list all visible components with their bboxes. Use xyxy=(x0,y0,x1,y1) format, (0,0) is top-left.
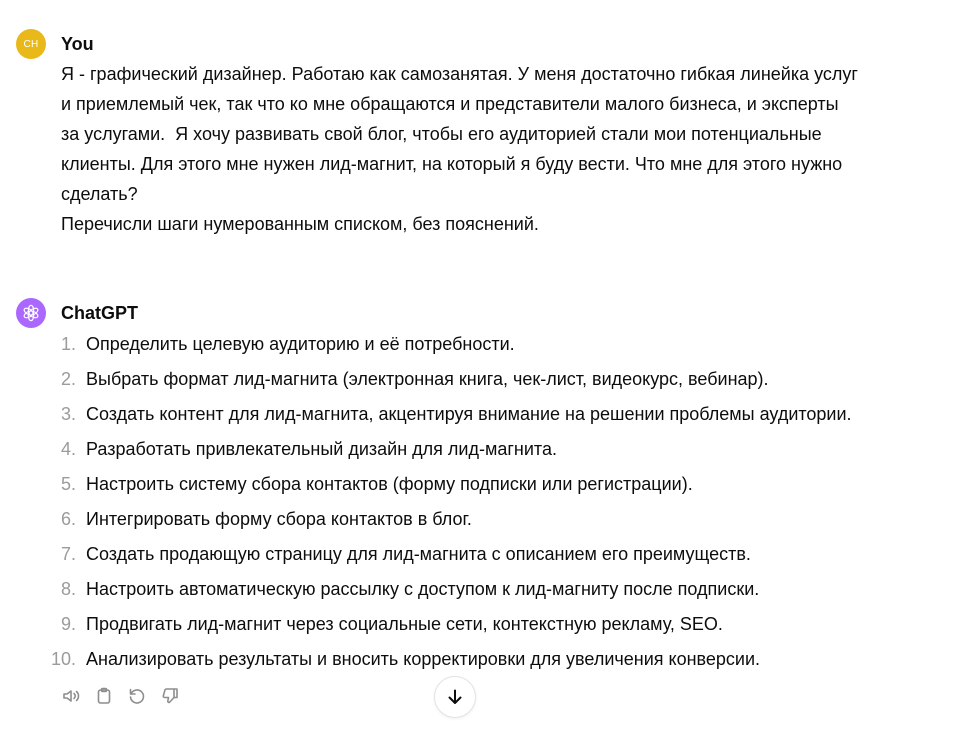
user-message-text xyxy=(61,59,931,239)
list-item xyxy=(46,434,946,469)
assistant-author-name: ChatGPT xyxy=(61,303,139,323)
step-text: Разработать привлекательный дизайн для лид-магнита. xyxy=(86,439,557,459)
user-text-line: клиенты. Для этого мне нужен лид-магнит, на который я буду вести. Что мне для этого нужно xyxy=(61,154,843,174)
user-text-line: Перечисли шаги нумерованным списком, без пояснений. xyxy=(61,214,539,234)
list-item xyxy=(46,609,946,644)
step-number: 6. xyxy=(60,509,76,529)
list-item xyxy=(46,574,946,609)
list-item xyxy=(46,399,946,434)
list-item xyxy=(46,364,946,399)
list-item xyxy=(46,329,946,364)
step-number: 3. xyxy=(60,404,76,424)
assistant-avatar xyxy=(16,298,46,328)
user-avatar-initials: CH xyxy=(23,38,39,50)
step-text: Анализировать результаты и вносить корректировки для увеличения конверсии. xyxy=(86,649,761,669)
step-number: 4. xyxy=(60,439,76,459)
step-text: Создать продающую страницу для лид-магнита с описанием его преимуществ. xyxy=(86,544,751,564)
thumbs-down-button[interactable] xyxy=(159,683,181,709)
arrow-down-icon xyxy=(445,687,465,707)
message-actions xyxy=(60,683,181,709)
steps-list xyxy=(46,329,946,679)
step-text: Настроить систему сбора контактов (форму подписки или регистрации). xyxy=(86,474,693,494)
user-author-name: You xyxy=(61,34,94,54)
step-text: Создать контент для лид-магнита, акцентируя внимание на решении проблемы аудитории. xyxy=(86,404,852,424)
list-item xyxy=(46,504,946,539)
user-avatar xyxy=(16,29,46,59)
step-number: 7. xyxy=(60,544,76,564)
scroll-down-button[interactable] xyxy=(434,676,476,718)
copy-icon xyxy=(94,686,114,706)
read-aloud-icon xyxy=(61,686,81,706)
step-text: Определить целевую аудиторию и её потребности. xyxy=(86,334,515,354)
regenerate-button[interactable] xyxy=(126,683,148,709)
user-text-line: за услугами. Я хочу развивать свой блог, чтобы его аудиторией стали мои потенциальные xyxy=(61,124,822,144)
step-text: Выбрать формат лид-магнита (электронная книга, чек-лист, видеокурс, вебинар). xyxy=(86,369,769,389)
user-text-line: сделать? xyxy=(61,184,138,204)
step-text: Продвигать лид-магнит через социальные сети, контекстную рекламу, SEO. xyxy=(86,614,723,634)
list-item xyxy=(46,469,946,504)
list-item xyxy=(46,644,946,679)
step-number: 5. xyxy=(60,474,76,494)
step-text: Интегрировать форму сбора контактов в блог. xyxy=(86,509,472,529)
step-text: Настроить автоматическую рассылку с доступом к лид-магниту после подписки. xyxy=(86,579,760,599)
copy-button[interactable] xyxy=(93,683,115,709)
step-number: 1. xyxy=(60,334,76,354)
openai-logo-icon xyxy=(21,303,41,323)
user-text-line: Я - графический дизайнер. Работаю как самозанятая. У меня достаточно гибкая линейка услуг xyxy=(61,64,859,84)
read-aloud-button[interactable] xyxy=(60,683,82,709)
step-number: 10. xyxy=(50,649,76,669)
step-number: 8. xyxy=(60,579,76,599)
regenerate-icon xyxy=(127,686,147,706)
list-item xyxy=(46,539,946,574)
step-number: 9. xyxy=(60,614,76,634)
step-number: 2. xyxy=(60,369,76,389)
user-text-line: и приемлемый чек, так что ко мне обращаются и представители малого бизнеса, и эксперты xyxy=(61,94,839,114)
thumbs-down-icon xyxy=(160,686,180,706)
